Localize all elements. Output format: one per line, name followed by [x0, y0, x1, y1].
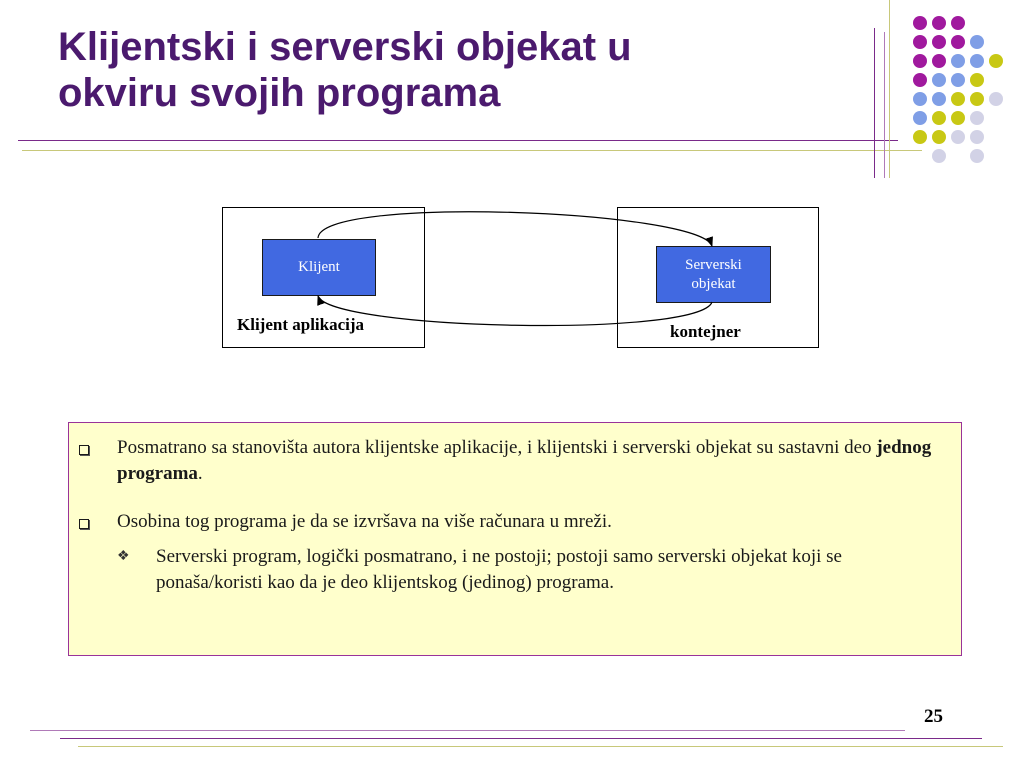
client-application-caption: Klijent aplikacija	[237, 315, 365, 334]
diamond-bullet-icon: ❖	[117, 549, 130, 564]
arrow-server-to-client	[318, 296, 712, 326]
slide-title-line-1: Klijentski i serverski objekat u	[58, 25, 632, 69]
bullet-2	[79, 509, 951, 535]
slide-title-line-2: okviru svojih programa	[58, 71, 501, 115]
notes-box	[68, 422, 962, 656]
client-node-label: Klijent	[298, 259, 340, 275]
footer-rule-olive-2	[78, 746, 1003, 747]
footer-rule-olive	[60, 738, 982, 739]
bullet-2-text: Osobina tog programa je da se izvršava na više računara u mreži.	[117, 511, 612, 532]
footer-rule-purple	[30, 730, 905, 731]
page-number: 25	[924, 706, 943, 727]
sub-bullet-1	[117, 544, 897, 596]
arrow-client-to-server	[318, 212, 712, 246]
bullet-1-text	[117, 435, 951, 487]
square-bullet-icon	[79, 435, 89, 463]
bullet-1-body: Posmatrano sa stanovišta autora klijentske aplikacije, i klijentski i serverski objekat su sastavni deo	[117, 437, 877, 458]
square-bullet-icon	[79, 509, 89, 537]
bullet-1	[79, 435, 951, 487]
sub-bullet-1-text: Serverski program, logički posmatrano, i ne postoji; postoji samo serverski objekat koji se ponaša/koristi kao da je deo klijentskog (jedinog) programa.	[156, 546, 842, 593]
bullet-1-end: .	[197, 463, 203, 484]
bullet-1-emphasis: jednog programa	[117, 437, 932, 484]
server-node-label-line-2: objekat	[691, 275, 736, 292]
server-node-label-line-1: Serverski	[685, 256, 742, 273]
container-caption: kontejner	[670, 322, 741, 341]
